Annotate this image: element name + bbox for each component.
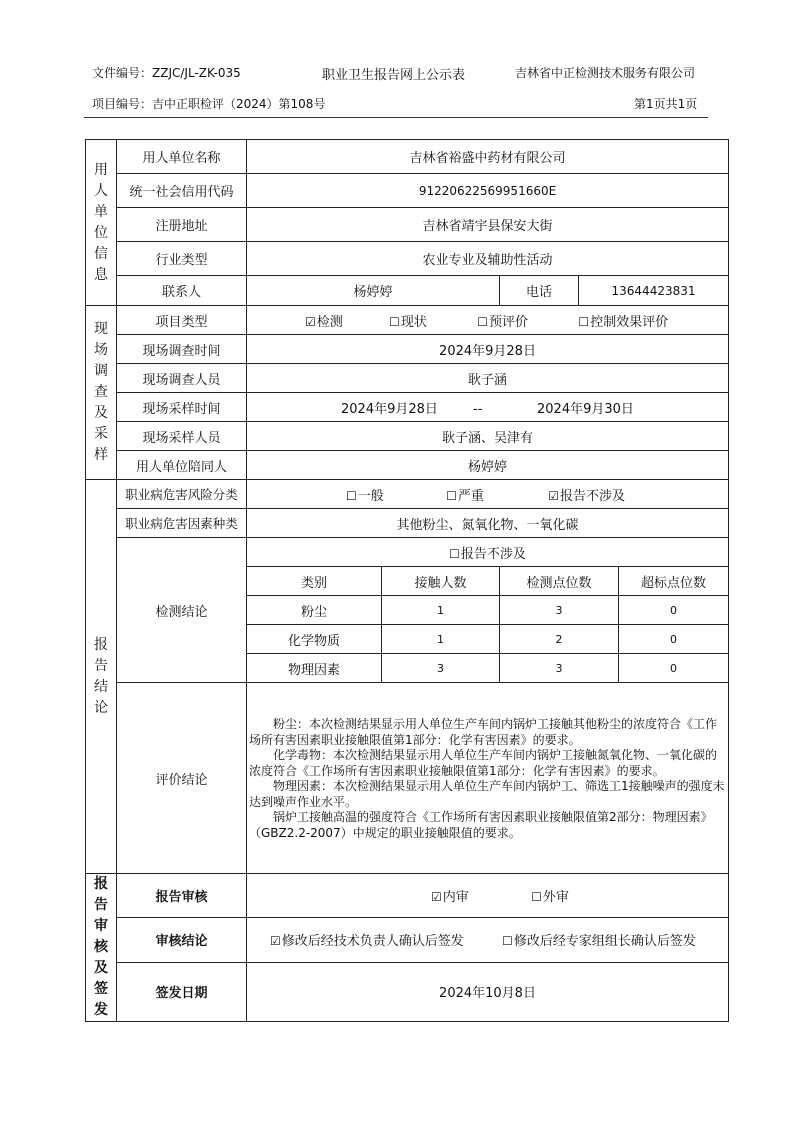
contact-label: 联系人 bbox=[117, 276, 247, 306]
form-title: 职业卫生报告网上公示表 bbox=[322, 68, 466, 83]
evaluation-label: 评价结论 bbox=[117, 683, 247, 874]
section-employer-info: 用人单位信息 bbox=[86, 140, 117, 306]
escort-person: 杨婷婷 bbox=[247, 451, 729, 480]
surveyors-label: 现场调查人员 bbox=[117, 364, 247, 393]
checkbox-icon: ☐ bbox=[346, 488, 357, 503]
test-conclusion-label: 检测结论 bbox=[117, 538, 247, 683]
issue-date-label: 签发日期 bbox=[117, 962, 247, 1021]
checkbox-icon: ☑ bbox=[270, 934, 281, 949]
samplers-label: 现场采样人员 bbox=[117, 422, 247, 451]
checkbox-icon: ☐ bbox=[502, 934, 513, 949]
survey-time: 2024年9月28日 bbox=[247, 335, 729, 364]
cell-exceed: 0 bbox=[619, 625, 729, 654]
test-not-involved[interactable]: ☐报告不涉及 bbox=[247, 538, 729, 567]
audit-options bbox=[247, 874, 729, 918]
option-testing[interactable]: ☑检测 bbox=[305, 314, 343, 330]
option-status[interactable]: ☐现状 bbox=[389, 314, 427, 330]
option-pre-evaluation[interactable]: ☐预评价 bbox=[477, 314, 529, 330]
option-not-involved[interactable]: ☑报告不涉及 bbox=[548, 488, 626, 504]
industry-label: 行业类型 bbox=[117, 242, 247, 276]
option-general[interactable]: ☐一般 bbox=[346, 488, 384, 504]
contact-person: 杨婷婷 bbox=[247, 276, 500, 306]
credit-code-label: 统一社会信用代码 bbox=[117, 174, 247, 208]
credit-code: 91220622569951660E bbox=[247, 174, 729, 208]
survey-time-label: 现场调查时间 bbox=[117, 335, 247, 364]
col-header-exceed: 超标点位数 bbox=[619, 567, 729, 596]
registered-address: 吉林省靖宇县保安大街 bbox=[247, 208, 729, 242]
review-result-options bbox=[247, 918, 729, 962]
sampling-time bbox=[247, 393, 729, 422]
factor-type-label: 职业病危害因素种类 bbox=[117, 509, 247, 538]
company-name: 吉林省中正检测技术服务有限公司 bbox=[515, 66, 696, 80]
audit-label: 报告审核 bbox=[117, 874, 247, 918]
cell-exceed: 0 bbox=[619, 654, 729, 683]
col-header-exposed: 接触人数 bbox=[382, 567, 500, 596]
checkbox-icon: ☐ bbox=[389, 314, 400, 329]
col-header-category: 类别 bbox=[247, 567, 382, 596]
checkbox-icon: ☐ bbox=[531, 890, 542, 905]
issue-date: 2024年10月8日 bbox=[247, 962, 729, 1021]
checkbox-icon: ☐ bbox=[449, 546, 460, 561]
report-table bbox=[85, 139, 729, 1022]
cell-category: 粉尘 bbox=[247, 596, 382, 625]
samplers: 耿子涵、吴津有 bbox=[247, 422, 729, 451]
option-external-audit[interactable]: ☐外审 bbox=[531, 890, 569, 906]
checkbox-icon: ☑ bbox=[431, 890, 442, 905]
section-survey-sampling: 现场调查及采样 bbox=[86, 306, 117, 480]
option-severe[interactable]: ☐严重 bbox=[446, 488, 484, 504]
evaluation-text bbox=[247, 683, 729, 874]
sampling-start: 2024年9月28日 bbox=[341, 401, 438, 417]
cell-points: 3 bbox=[500, 654, 619, 683]
project-type-label: 项目类型 bbox=[117, 306, 247, 335]
cell-points: 2 bbox=[500, 625, 619, 654]
checkbox-icon: ☐ bbox=[477, 314, 489, 329]
cell-exceed: 0 bbox=[619, 596, 729, 625]
cell-points: 3 bbox=[500, 596, 619, 625]
cell-exposed: 1 bbox=[382, 596, 500, 625]
risk-class-label: 职业病危害风险分类 bbox=[117, 480, 247, 509]
sampling-separator: -- bbox=[473, 401, 483, 417]
option-internal-audit[interactable]: ☑内审 bbox=[431, 890, 469, 906]
employer-name: 吉林省裕盛中药材有限公司 bbox=[247, 140, 729, 174]
cell-category: 化学物质 bbox=[247, 625, 382, 654]
page-indicator: 第1页共1页 bbox=[634, 97, 698, 111]
doc-number: 文件编号：ZZJC/JL-ZK-035 bbox=[92, 66, 241, 80]
address-label: 注册地址 bbox=[117, 208, 247, 242]
cell-category: 物理因素 bbox=[247, 654, 382, 683]
section-review-issue: 报告审核及签发 bbox=[86, 874, 117, 1022]
sampling-time-label: 现场采样时间 bbox=[117, 393, 247, 422]
eval-paragraph: 化学毒物：本次检测结果显示用人单位生产车间内锅炉工接触氮氧化物、一氧化碳的浓度符合《工作场所有害因素职业接触限值第1部分：化学有害因素》的要求。 bbox=[249, 748, 718, 778]
checkbox-icon: ☐ bbox=[446, 488, 457, 503]
review-result-label: 审核结论 bbox=[117, 918, 247, 962]
phone-label: 电话 bbox=[500, 276, 579, 306]
section-report-conclusion: 报告结论 bbox=[86, 480, 117, 874]
industry-type: 农业专业及辅助性活动 bbox=[247, 242, 729, 276]
surveyors: 耿子涵 bbox=[247, 364, 729, 393]
checkbox-icon: ☑ bbox=[305, 314, 316, 329]
project-type-options bbox=[247, 306, 729, 335]
project-number: 项目编号：吉中正职检评（2024）第108号 bbox=[92, 97, 326, 111]
cell-exposed: 3 bbox=[382, 654, 500, 683]
eval-paragraph: 锅炉工接触高温的强度符合《工作场所有害因素职业接触限值第2部分：物理因素》（GBZ2.2-2007）中规定的职业接触限值的要求。 bbox=[249, 810, 713, 840]
header-rule bbox=[84, 117, 708, 118]
col-header-points: 检测点位数 bbox=[500, 567, 619, 596]
phone-number: 13644423831 bbox=[579, 276, 729, 306]
option-control-effect[interactable]: ☐控制效果评价 bbox=[578, 314, 669, 330]
escort-label: 用人单位陪同人 bbox=[117, 451, 247, 480]
option-tech-lead-sign[interactable]: ☑修改后经技术负责人确认后签发 bbox=[270, 934, 464, 950]
employer-name-label: 用人单位名称 bbox=[117, 140, 247, 174]
eval-paragraph: 物理因素：本次检测结果显示用人单位生产车间内锅炉工、筛选工1接触噪声的强度未达到噪声作业水平。 bbox=[249, 779, 725, 809]
cell-exposed: 1 bbox=[382, 625, 500, 654]
factor-types: 其他粉尘、氮氧化物、一氧化碳 bbox=[247, 509, 729, 538]
checkbox-icon: ☑ bbox=[548, 488, 560, 503]
risk-class-options bbox=[247, 480, 729, 509]
checkbox-icon: ☐ bbox=[578, 314, 590, 329]
option-expert-lead-sign[interactable]: ☐修改后经专家组组长确认后签发 bbox=[502, 934, 696, 950]
eval-paragraph: 粉尘：本次检测结果显示用人单位生产车间内锅炉工接触其他粉尘的浓度符合《工作场所有害因素职业接触限值第1部分：化学有害因素》的要求。 bbox=[249, 717, 718, 747]
sampling-end: 2024年9月30日 bbox=[537, 401, 634, 417]
